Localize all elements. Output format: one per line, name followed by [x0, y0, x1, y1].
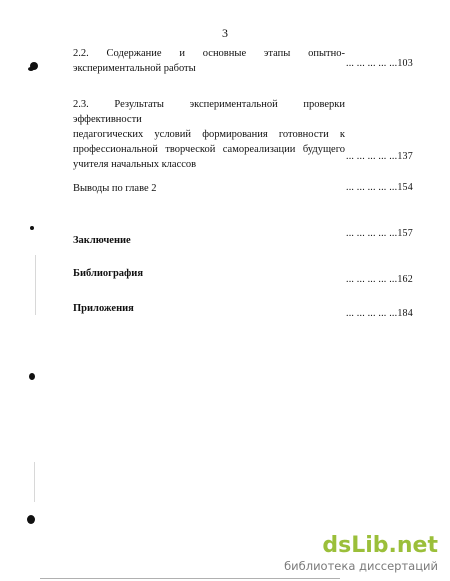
toc-entry-line: учителя начальных классов	[73, 159, 197, 170]
toc-page-number: 184	[397, 308, 413, 319]
toc-dots: ... ... ... ... ...	[346, 182, 398, 193]
toc-entry-line: профессиональной творческой самореализации будущего	[73, 144, 345, 155]
toc-page-number: 137	[397, 151, 413, 162]
page-number: 3	[222, 26, 228, 40]
toc-page-number: 103	[397, 58, 413, 69]
toc-entry-line: 2.2. Содержание и основные этапы опытно-	[73, 48, 345, 59]
scan-edge-line	[40, 578, 340, 579]
toc-entry-2-2	[73, 46, 345, 76]
toc-dots: ... ... ... ... ...	[346, 228, 398, 239]
scan-line	[34, 462, 35, 502]
toc-entry-line: 2.3. Результаты экспериментальной проверки эффективности	[73, 99, 345, 125]
scan-line	[35, 255, 36, 315]
toc-entry-line: Заключение	[73, 235, 131, 246]
scan-speck	[27, 515, 35, 524]
toc-dots: ... ... ... ... ...	[346, 58, 398, 69]
watermark-subtitle: библиотека диссертаций	[284, 559, 438, 573]
toc-entry-bibliography	[73, 266, 143, 281]
toc-entry-line: Выводы по главе 2	[73, 183, 157, 194]
toc-entry-line: экспериментальной работы	[73, 63, 196, 74]
toc-leader-2-2	[346, 58, 413, 69]
toc-page-number: 162	[397, 274, 413, 285]
toc-entry-conclusion	[73, 233, 131, 248]
toc-leader-appendices	[346, 308, 413, 319]
toc-entry-line: Приложения	[73, 303, 134, 314]
toc-entry-line: педагогических условий формирования готовности к	[73, 129, 345, 140]
toc-entry-appendices	[73, 301, 134, 316]
scan-speck	[29, 373, 35, 380]
toc-leader-2-3	[346, 151, 413, 162]
toc-leader-conclusions-ch2	[346, 182, 413, 193]
toc-page-number: 154	[397, 182, 413, 193]
toc-page-number: 157	[397, 228, 413, 239]
watermark-logo: dsLib.net	[322, 533, 438, 558]
toc-leader-bibliography	[346, 274, 413, 285]
toc-dots: ... ... ... ... ...	[346, 274, 398, 285]
scan-speck	[30, 226, 34, 230]
dslib-watermark	[284, 535, 438, 573]
toc-entry-conclusions-ch2	[73, 181, 157, 196]
toc-dots: ... ... ... ... ...	[346, 151, 398, 162]
toc-leader-conclusion	[346, 228, 413, 239]
scan-speck	[28, 67, 34, 71]
toc-entry-2-3	[73, 97, 345, 172]
toc-dots: ... ... ... ... ...	[346, 308, 398, 319]
toc-entry-line: Библиография	[73, 268, 144, 279]
